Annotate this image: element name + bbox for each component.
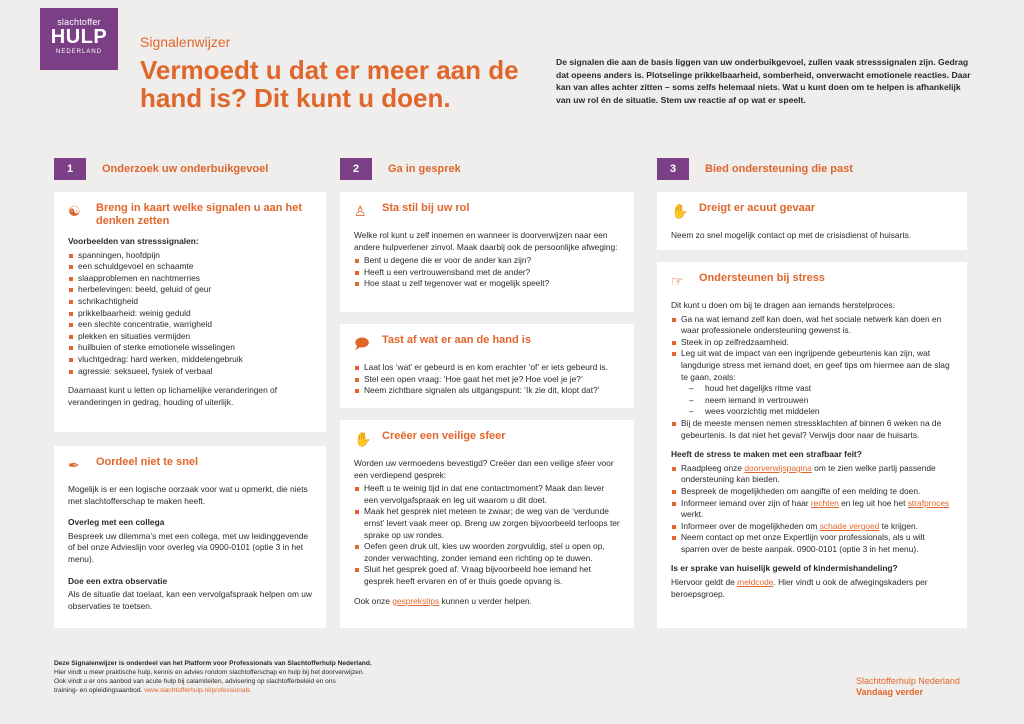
card-subtitle: Heeft de stress te maken met een strafbaar feit? xyxy=(671,449,862,460)
approach-list xyxy=(354,362,620,397)
list-item: – wees voorzichtig met middelen xyxy=(689,406,953,418)
card-stress xyxy=(657,262,967,628)
list-item: Heeft u te weinig tijd in dat ene contactmoment? Maak dan liever een vervolgafspraak en leg uit waarom u dit doet. xyxy=(354,483,620,506)
section-number: 3 xyxy=(657,158,689,180)
section-title: Ga in gesprek xyxy=(388,163,461,175)
card-text: Mogelijk is er een logische oorzaak voor wat u opmerkt, die niets met slachtofferschap te maken heeft. xyxy=(68,484,308,506)
card-title: Ondersteunen bij stress xyxy=(699,272,825,284)
list-item: plekken en situaties vermijden xyxy=(68,331,312,343)
hands-icon: ✋ xyxy=(354,431,372,447)
headline-regular: Dit kunt u doen. xyxy=(246,83,451,113)
support-list xyxy=(671,314,953,384)
strafproces-link[interactable]: strafproces xyxy=(907,497,950,508)
list-item: Ga na wat iemand zelf kan doen, wat het sociale netwerk kan doen en waar professionele ondersteuning gewenst is. xyxy=(671,314,953,337)
column-1 xyxy=(54,158,344,611)
list-item: Neem contact op met onze Expertlijn voor professionals, als u wilt sparren over de beste aanpak. 0900-0101 (optie 3 in het menu). xyxy=(671,532,953,555)
list-item: schrikachtigheid xyxy=(68,296,312,308)
card-subtitle: Doe een extra observatie xyxy=(68,575,168,586)
card-text: Als de situatie dat toelaat, kan een vervolgafspraak helpen om uw observaties te toetsen. xyxy=(68,589,312,611)
card-text: Welke rol kunt u zelf innemen en wanneer is doorverwijzen naar een andere hulpverlener zinvol. Maak daarbij ook de persoonlijke afweging: xyxy=(354,230,618,252)
card-acuut-gevaar xyxy=(657,192,967,250)
card-title: Creëer een veilige sfeer xyxy=(382,430,506,442)
section-title: Bied ondersteuning die past xyxy=(705,163,853,175)
footer-line: Hier vindt u meer praktische hulp, kennis en advies rondom slachtofferschap en hulp bij het doorverwijzen. xyxy=(54,669,365,676)
section-number: 2 xyxy=(340,158,372,180)
gesprekstips-link[interactable]: gesprekstips xyxy=(392,595,440,606)
list-item: een slechte concentratie, warrigheid xyxy=(68,319,312,331)
card-title: Sta stil bij uw rol xyxy=(382,202,470,214)
list-item: – houd het dagelijks ritme vast xyxy=(689,383,953,395)
document-kicker: Signalenwijzer xyxy=(140,34,231,50)
card-rol xyxy=(340,192,634,312)
list-item: vluchtgedrag: hard werken, middelengebruik xyxy=(68,354,312,366)
card-text: Worden uw vermoedens bevestigd? Creëer dan een veilige sfeer voor een verdiepend gesprek: xyxy=(354,458,614,480)
card-text: Neem zo snel mogelijk contact op met de crisisdienst of huisarts. xyxy=(671,230,912,240)
card-footer-text: Daarnaast kunt u letten op lichamelijke veranderingen of veranderingen in gedrag, houding of uiterlijk. xyxy=(68,385,278,407)
list-item: Steek in op zelfredzaamheid. xyxy=(671,337,953,349)
list-item: Bespreek de mogelijkheden om aangifte of een melding te doen. xyxy=(671,486,953,498)
speech-bubbles-icon: 🗩 xyxy=(354,335,370,351)
section-header-3 xyxy=(657,158,947,180)
meldcode-link[interactable]: meldcode xyxy=(737,577,774,588)
card-subtitle: Overleg met een collega xyxy=(68,517,165,528)
card-title: Breng in kaart welke signalen u aan het denken zetten xyxy=(96,202,303,227)
question-list xyxy=(354,255,620,290)
list-item: slaapproblemen en nachtmerries xyxy=(68,273,312,285)
list-item: Maak het gesprek niet meteen te zwaar; de weg van de ‘verdunde ernst’ levert vaak meer op. Breng uw zorgen bijvoorbeeld terloops ter sprake op uw rondes. xyxy=(354,506,620,541)
card-oordeel xyxy=(54,446,326,628)
card-title: Tast af wat er aan de hand is xyxy=(382,334,531,346)
list-item: Raadpleeg onze doorverwijspagina om te zien welke partij passende ondersteuning kan bieden. xyxy=(671,463,953,486)
list-item: Stel een open vraag: ‘Hoe gaat het met je? Hoe voel je je?’ xyxy=(354,374,620,386)
section-number: 1 xyxy=(54,158,86,180)
professionals-link[interactable]: www.slachtofferhulp.nl/professionals xyxy=(144,687,251,694)
list-item: prikkelbaarheid: weinig geduld xyxy=(68,308,312,320)
tips-dash-list xyxy=(689,383,953,418)
logo-line-2: HULP xyxy=(50,26,108,48)
card-veilige-sfeer xyxy=(340,420,634,628)
list-item: Neem zichtbare signalen als uitgangspunt: ‘Ik zie dit, klopt dat?’ xyxy=(354,385,620,397)
card-signalen xyxy=(54,192,326,432)
section-header-1 xyxy=(54,158,344,180)
card-subtitle: Is er sprake van huiselijk geweld of kindermishandeling? xyxy=(671,563,898,574)
list-item: Oefen geen druk uit, kies uw woorden zorgvuldig, stel u open op, zonder verwachting, zonder iemand een richting op te duwen. xyxy=(354,541,620,564)
schade-vergoed-link[interactable]: schade vergoed xyxy=(819,520,880,531)
document-headline xyxy=(140,56,560,112)
column-2 xyxy=(340,158,630,606)
logo-line-1: slachtoffer xyxy=(57,17,101,27)
stop-hand-icon: ✋ xyxy=(671,203,689,219)
list-item: Informeer iemand over zijn of haar rechten en leg uit hoe het strafproces werkt. xyxy=(671,498,953,521)
brand-logo xyxy=(40,8,118,70)
signal-list xyxy=(68,250,312,378)
page-footer xyxy=(54,659,474,695)
section-title: Onderzoek uw onderbuikgevoel xyxy=(102,163,269,175)
list-item: spanningen, hoofdpijn xyxy=(68,250,312,262)
stress-face-icon: ☯ xyxy=(68,203,81,219)
rechten-link[interactable]: rechten xyxy=(810,497,839,508)
section-header-2 xyxy=(340,158,630,180)
list-item: Hoe staat u zelf tegenover wat er mogelijk speelt? xyxy=(354,278,620,290)
list-item: agressie: seksueel, fysiek of verbaal xyxy=(68,366,312,378)
brand-slogan: Vandaag verder xyxy=(856,687,924,697)
card-text: Ook onze gesprekstips kunnen u verder helpen. xyxy=(354,595,532,606)
list-item: een schuldgevoel en schaamte xyxy=(68,261,312,273)
tips-list xyxy=(354,483,620,587)
list-item: Sluit het gesprek goed af. Vraag bijvoorbeeld hoe iemand het gesprek heeft ervaren en of er thuis goede opvang is. xyxy=(354,564,620,587)
card-text: Hiervoor geldt de meldcode. Hier vindt u ook de afwegingskaders per beroepsgroep. xyxy=(671,577,928,599)
card-text: Dit kunt u doen om bij te dragen aan iemands herstelproces: xyxy=(671,300,895,310)
list-item: Bij de meeste mensen nemen stressklachten af binnen 6 weken na de gebeurtenis. Is dat niet het geval? Verwijs door naar de huisarts. xyxy=(671,418,953,441)
card-title: Dreigt er acuut gevaar xyxy=(699,202,816,214)
list-item: Leg uit wat de impact van een ingrijpende gebeurtenis kan zijn, wat langdurige stress met iemand doet, en geef tips om hiermee aan de slag te gaan, zoals: xyxy=(671,348,953,383)
support-list-2 xyxy=(671,418,953,441)
headline-bold: Vermoedt u dat er meer aan de hand is? xyxy=(140,55,519,113)
card-text: Bespreek uw dilemma’s met een collega, met uw leidinggevende of bel onze Advieslijn voor overleg via 0900-0101 (optie 3 in het menu). xyxy=(68,530,309,564)
list-item: Heeft u een vertrouwensband met de ander? xyxy=(354,267,620,279)
doorverwijspagina-link[interactable]: doorverwijspagina xyxy=(744,462,812,473)
strafbaar-list xyxy=(671,463,953,556)
list-item: Informeer over de mogelijkheden om schade vergoed te krijgen. xyxy=(671,521,953,533)
list-item: huilbuien of sterke emotionele wisselingen xyxy=(68,342,312,354)
list-item: Bent u degene die er voor de ander kan zijn? xyxy=(354,255,620,267)
column-3 xyxy=(657,158,950,599)
footer-title: Deze Signalenwijzer is onderdeel van het Platform voor Professionals van Slachtofferhulp Nederland. xyxy=(54,660,372,667)
feather-icon: ✒ xyxy=(68,457,80,473)
pointing-hand-icon: ☞ xyxy=(671,273,684,289)
brand-name: Slachtofferhulp Nederland xyxy=(856,676,960,686)
intro-text: De signalen die aan de basis liggen van uw onderbuikgevoel, zullen vaak stresssignalen zijn. Gedrag dat opeens anders is. Plotselinge prikkelbaarheid, somberheid, onverwacht emotionele reacties. Daar kan van alles achter zitten – soms zelfs helemaal niets. Wat u kunt doen om te helpen is afhankelijk van uw rol én de situatie. Stem uw reactie af op wat er speelt. xyxy=(556,57,971,105)
person-icon: ♙ xyxy=(354,203,367,219)
card-title: Oordeel niet te snel xyxy=(96,456,199,468)
card-tast-af xyxy=(340,324,634,408)
list-item: – neem iemand in vertrouwen xyxy=(689,395,953,407)
list-item: herbelevingen: beeld, geluid of geur xyxy=(68,284,312,296)
list-item: Laat los ‘wat’ er gebeurd is en kom erachter ‘of’ er iets gebeurd is. xyxy=(354,362,620,374)
footer-line: Ook vindt u er ons aanbod van acute hulp bij calamiteiten, advisering op slachtofferbeleid en ons xyxy=(54,678,336,685)
footer-line: training- en opleidingsaanbod. www.slachtofferhulp.nl/professionals xyxy=(54,687,251,694)
logo-line-3: NEDERLAND xyxy=(55,49,102,55)
brand-tagline xyxy=(856,676,960,698)
card-subtitle: Voorbeelden van stresssignalen: xyxy=(68,236,199,246)
